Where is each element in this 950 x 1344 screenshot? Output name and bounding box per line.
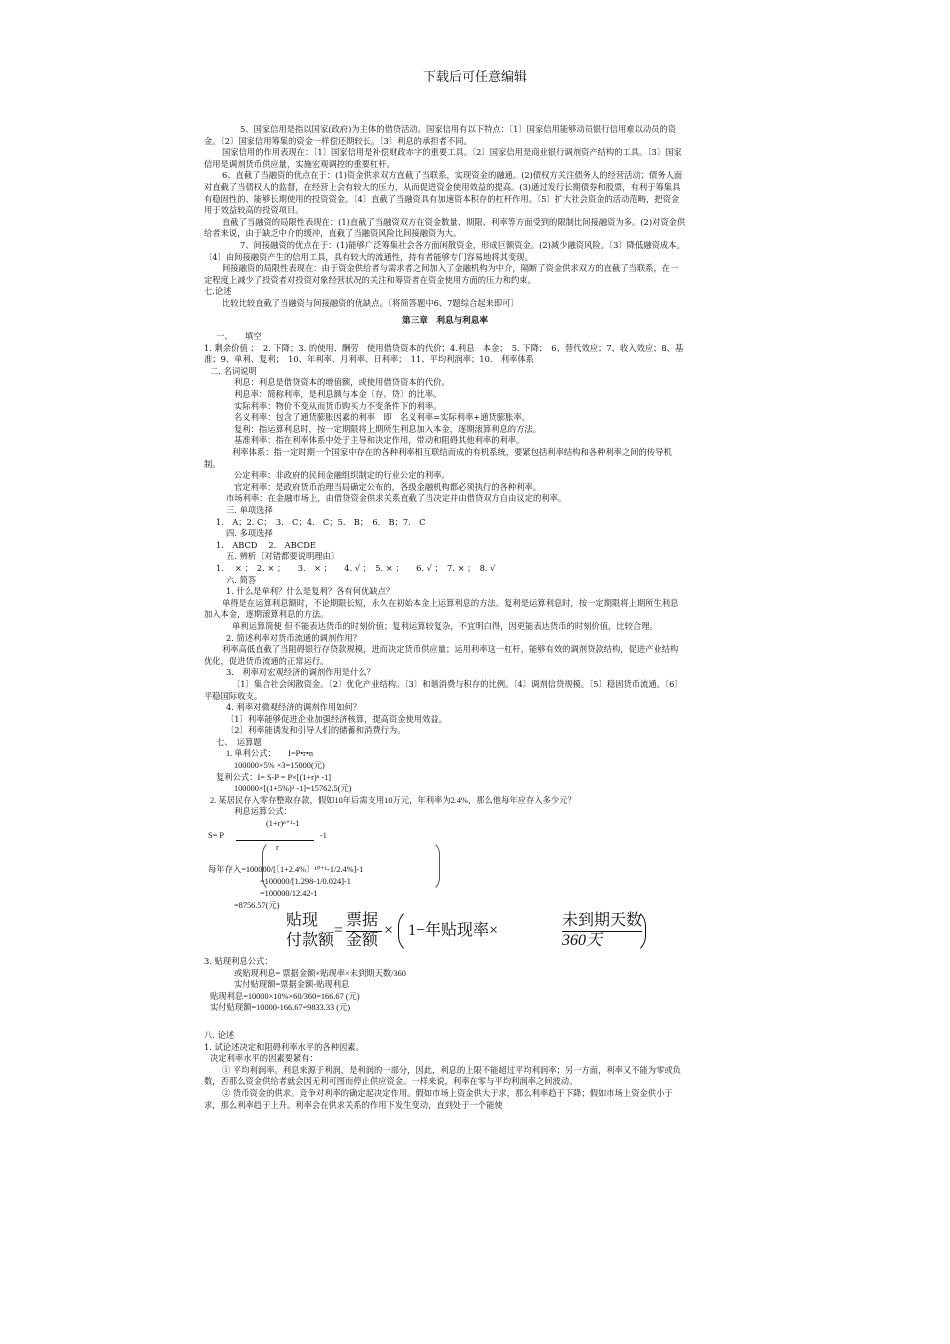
paragraph: 〔1〕集合社会闲散资金。〔2〕优化产业结构。〔3〕和谐消费与积存的比例。〔4〕调剂信贷规模。〔5〕稳固货币流通。〔6〕平稳国际收支。 [204, 678, 683, 701]
paragraph: 间接融资的局限性表现在：由于资金供给者与需求者之间加入了金融机构为中介，隔断了资金供求双方的直截了当联系，在一定程度上减少了投资者对投资对象经营状况的关注和筹资者在资金使用方面的压力和约束。 [204, 263, 679, 285]
definition: 名义利率：包含了通货膨胀因素的利率 即 名义利率=实际利率+通货膨胀率。 [234, 412, 531, 423]
formula-lhs: S= P [208, 831, 224, 841]
chapter-title: 第三章 利息与利息率 [402, 315, 488, 326]
formula-term: 未到期天数 [562, 912, 643, 930]
paragraph: ① 平均利润率。利息来源于利润，是利润的一部分，因此，利息的上限不能超过平均利润率；另一方面，利率又不能为零或负数，否那么资金供给者就会因无利可图而停止供应资金。一样来说，利率在零与平均利润率之间波动。 [204, 1064, 681, 1087]
answer-line: 1. A；2. C； 3. C；4. C；5. B； 6. B；7. C [216, 516, 426, 527]
definition: 复利：指运算利息时，按一定期限将上期所生利息加入本金，逐期滚算利息的方法。 [234, 423, 541, 434]
formula-line: 3. 贴现利息公式： [204, 956, 273, 967]
formula-minus-one: -1 [320, 831, 327, 841]
definition: 利率体系：指一定时期一个国家中存在的各种利率相互联结而成的有机系统，要紧包括利率结构和各种利率之间的传导机制。 [204, 447, 672, 469]
section-heading: 三. 单项选择 [226, 505, 273, 515]
section-heading: 二. 名词说明 [210, 365, 257, 376]
paragraph: 6、直截了当融资的优点在于：(1)资金供求双方直截了当联系，实现资金的融通。(2)债权方关注债务人的经营活动；债务人面对直截了当债权人的监督，在经营上会有较大的压力，从而促进资金使用效益的提高。(3)通过发行长期债券和股票，有利于筹集具有稳固性的、能够长期使用的投资资金。〔4〕直截了当融资具有加速资本积存的杠杆作用。〔5〕扩大社会资金的活动范畴，把资金用于效益较高的投资项目。 [204, 170, 683, 216]
question: 2. 简述利率对货币流通的调剂作用？ [226, 632, 362, 643]
paragraph: 〔2〕利率能诱发和引导人们的储蓄和消费行为。 [226, 725, 406, 736]
definition: 官定利率：是政府货币治理当局确定公布的，各级金融机构都必须执行的各种利率。 [234, 481, 541, 492]
formula-line: 利息运算公式： [234, 806, 293, 817]
section-heading: 四. 多项选择 [226, 528, 273, 539]
question: 3. 利率对宏观经济的调剂作用是什么？ [226, 667, 375, 678]
formula-numerator: (1+r)ⁿ⁺¹-1 [266, 819, 300, 829]
page-header: 下载后可任意编辑 [422, 70, 527, 85]
formula-term: 贴现 [286, 912, 319, 930]
definition: 利息：利息是借贷资本的增值额，或使用借贷资本的代价。 [234, 377, 450, 388]
formula-step: 每年存入=100000/[〔1+2.4%〕¹⁰⁺¹-1/2.4%]-1 [208, 865, 364, 875]
paragraph: 单得是在运算利息额时，不论期限长短，永久在初始本金上运算利息的方法。复利是运算利息时，按一定期限将上期所生利息加入本金，逐期滚算利息的方法。 [204, 597, 679, 620]
question: 1. 什么是单利？什么是复利？各有何优缺点？ [226, 586, 395, 597]
paragraph: 决定利率水平的因素要紧有： [210, 1053, 318, 1064]
paragraph: 国家信用的作用表现在：〔1〕国家信用是补偿财政赤字的重要工具。〔2〕国家信用是商业银行调剂资产结构的工具。〔3〕国家信用是调剂货币供应量，实施宏观调控的重要杠杆。 [204, 147, 682, 169]
section-heading: 五. 辨析〔对错都要说明理由〕 [226, 551, 340, 562]
formula-result: =8756.57(元) [234, 901, 280, 911]
section-heading: 八. 论述 [204, 1030, 235, 1040]
paragraph: 单利运算简便 但不能表达货币的时刻价值；复利运算较复杂，不宜明白得，因更能表达货币的时刻价值，比较合理。 [232, 620, 658, 631]
paragraph: 〔1〕利率能够促进企业加强经济核算，提高资金使用效益。 [226, 713, 447, 724]
document-body [204, 124, 686, 1111]
paragraph: ② 货币资金的供求。竞争对利率的确定起决定作用。假如市场上资金供大于求，那么利率趋于下降；假如市场上资金供小于求，那么利率趋于上升。利率会在供求关系的作用下发生变动，直到处于一个能使 [204, 1087, 673, 1110]
formula-denominator: r [276, 843, 279, 853]
formula-line: 实付贴现额=票据金额-贴现利息 [234, 980, 350, 990]
section-heading: 七、 运算题 [216, 736, 262, 747]
formula-term: 付款额 [286, 932, 335, 950]
discount-formula [286, 908, 686, 956]
formula-term: 票据 [346, 912, 379, 930]
answer-line: 1. ABCD 2. ABCDE [216, 539, 316, 550]
paragraph: 7、间接融资的优点在于：(1)能够广泛筹集社会各方面闲散资金，形成巨额资金。(2)减少融资风险。〔3〕降低融资成本。〔4〕由间接融资产生的信用工具，具有较大的流通性，持有者能够专门容易地将其变现。 [204, 239, 685, 262]
definition: 市场利率：在金融市场上，由借贷资金供求关系直截了当决定并由借贷双方自由议定的利率。 [226, 493, 567, 504]
section-heading: 七.论述 [204, 286, 232, 297]
question: 1. 试论述决定和阻碍利率水平的各种因素。 [204, 1041, 364, 1052]
formula-line: 1. 单利公式： I=P•r•n [226, 749, 314, 759]
formula-step: =100000/[1.298-1/0.024]-1 [260, 877, 351, 887]
formula-term: 1−年贴现率× [408, 922, 499, 940]
formula-line: 复利公式：I= S-P = P×[(1+r)ⁿ -1] [216, 772, 332, 782]
formula-line: 实付贴现额=10000-166.67=9833.33 (元) [210, 1003, 351, 1013]
formula-term: 360天 [562, 932, 603, 950]
formula-term: 金额 [346, 932, 379, 950]
annuity-formula [204, 818, 686, 911]
paragraph: 比较比较直截了当融资与间接融资的优缺点。〔将简答题中6、7题综合起来即可〕 [222, 297, 519, 308]
formula-line: 或贴现利息= 票据金额×贴现率×未到期天数/360 [234, 968, 406, 978]
definition: 公定利率：非政府的民间金融组织制定的行业公定的利率。 [234, 470, 450, 481]
answer-line: 1. 剩余价值 ； 2. 下降；3. 的使用、酬劳 使用借贷资本的代价；4.利息 本金； 5. 下降； 6、替代效应；7、收入效应；8、基准；9、单利、复利； 10、年利率、月利率、日利率； 11、平均利润率；10. 利率体系 [204, 342, 684, 365]
question: 4. 利率对微观经济的调剂作用如何？ [226, 702, 362, 713]
definition: 基准利率：指在利率体系中处于主导和决定作用，带动和阻碍其他利率的利率。 [234, 435, 525, 446]
formula-line: 100000×5% ×3=15000(元) [234, 761, 325, 771]
section-heading: 一、 填空 [216, 331, 262, 342]
paragraph: 利率高低直截了当阻碍银行存贷款规模，进而决定货币供应量；运用利率这一杠杆，能够有效的调剂贷款结构，促进产业结构优化，促进货币流通的正常运行。 [204, 644, 679, 666]
formula-step: =100000/12.42-1 [260, 889, 318, 899]
paragraph: 直截了当融资的局限性表现在：(1)直截了当融资双方在资金数量、期限、利率等方面受到的限制比间接融资为多。(2)对资金供给者来说，由于缺乏中介的缓冲，直截了当融资风险比间接融资为大。 [204, 216, 686, 239]
definition: 利息率：简称利率，是利息额与本金〔存、贷〕的比率。 [234, 389, 442, 400]
question: 2. 某居民存入零存整取存款，假如10年后需支用10万元，年利率为2.4%，那么他每年应存入多少元？ [210, 795, 576, 805]
paragraph: 5、国家信用是指以国家(政府)为主体的借贷活动。国家信用有以下特点：〔1〕国家信用能够动员银行信用难以动员的资金。〔2〕国家信用筹集的资金一样偿还期较长。〔3〕利息的承担者不同。 [204, 124, 677, 146]
formula-line: 贴现利息=10000×10%×60/360=166.67 (元) [210, 991, 360, 1001]
definition: 实际利率：物价不变从而货币购买力不变条件下的利率。 [234, 400, 442, 411]
formula-equals: = [334, 922, 344, 940]
spacer [204, 1014, 686, 1030]
formula-times: × [384, 922, 394, 940]
answer-line: 1. × ； 2. × ； 3. × ； 4. √ ； 5. × ； 6. √ ； 7. × ； 8. √ [216, 562, 496, 573]
formula-line: 100000×[(1+5%)³ -1]=15762.5(元) [234, 784, 352, 794]
section-heading: 六. 简答 [226, 574, 257, 585]
